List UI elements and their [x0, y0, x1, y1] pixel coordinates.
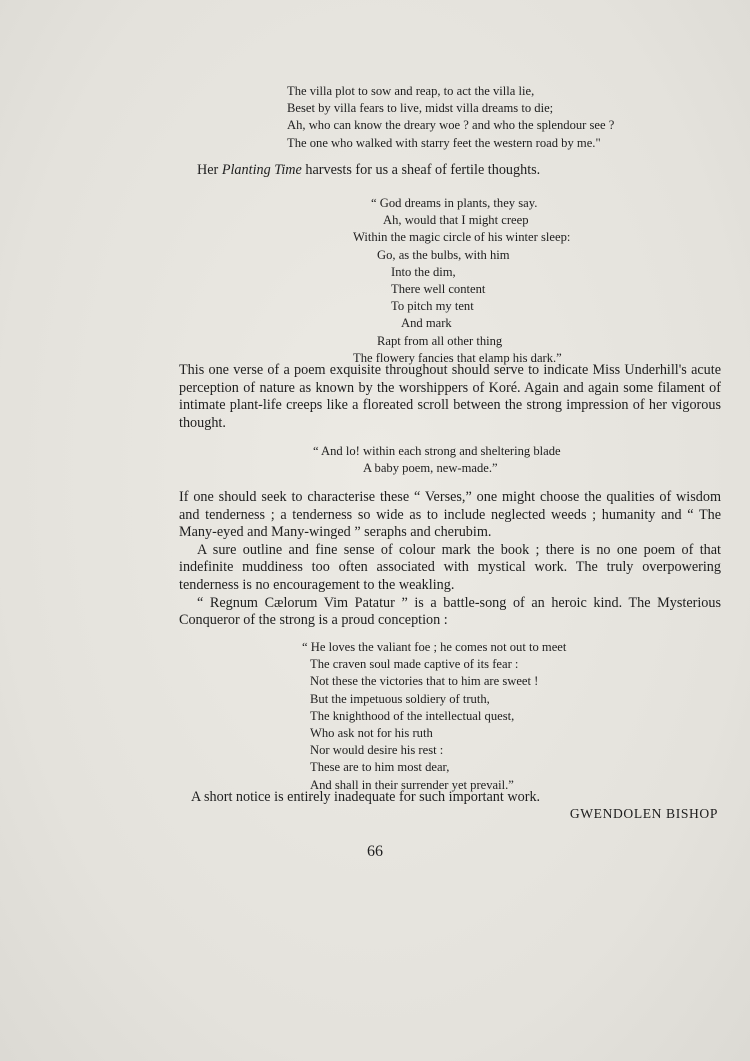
- intro-line: [197, 162, 540, 179]
- verse-line: Ah, who can know the dreary woe ? and who the splendour see ?: [287, 118, 615, 133]
- paragraph-outline: A sure outline and fine sense of colour mark the book ; there is no one poem of that indefinite muddiness too often associated with mystical work. The truly overpowering tenderness is no encouragement to the weakling.: [179, 541, 721, 593]
- verse-quote-valiant: [302, 639, 566, 794]
- intro-after: harvests for us a sheaf of fertile thoughts.: [301, 162, 541, 178]
- verse-quote-blade: [313, 443, 561, 477]
- verse-line: The one who walked with starry feet the western road by me.": [287, 135, 601, 150]
- page-number: 66: [367, 843, 383, 860]
- verse-line: A baby poem, new-made.”: [363, 461, 498, 476]
- paragraph-regnum: “ Regnum Cælorum Vim Patatur ” is a battle-song of an heroic kind. The Mysterious Conqueror of the strong is a proud conception :: [179, 594, 721, 629]
- paragraph-koré: [179, 362, 721, 432]
- author-signature: GWENDOLEN BISHOP: [569, 806, 718, 821]
- verse-line: Beset by villa fears to live, midst villa dreams to die;: [287, 101, 554, 116]
- verse-line: Not these the victories that to him are sweet !: [310, 674, 539, 689]
- verse-line: Into the dim,: [391, 264, 456, 279]
- paragraph-characterise: If one should seek to characterise these “ Verses,” one might choose the qualities of wisdom and tenderness ; a tenderness so wide as to include neglected weeds ; humanity and “ The Many-eyed and Many-winged ” seraphs and cherubim.: [179, 489, 721, 541]
- verse-line: Go, as the bulbs, with him: [377, 247, 510, 262]
- verse-line: But the impetuous soldiery of truth,: [310, 691, 490, 706]
- intro-title: Planting Time: [221, 162, 302, 178]
- paragraph-text: This one verse of a poem exquisite throughout should serve to indicate Miss Underhill's acute perception of nature as known by the worshippers of Koré. Again and again some filament of intimate plant-life creeps like a floreated scroll between the strong impression of her vigorous thought.: [179, 362, 721, 431]
- verse-quote-villa: [287, 83, 614, 152]
- verse-line: The villa plot to sow and reap, to act the villa lie,: [287, 84, 535, 98]
- verse-line: “ He loves the valiant foe ; he comes not out to meet: [302, 640, 567, 654]
- verse-line: And shall in their surrender yet prevail.”: [310, 777, 514, 792]
- verse-line: “ And lo! within each strong and sheltering blade: [313, 444, 561, 458]
- paragraph-block: [179, 489, 721, 630]
- verse-line: There well content: [391, 282, 486, 297]
- verse-quote-plants: [353, 195, 570, 367]
- verse-line: The craven soul made captive of its fear :: [310, 657, 519, 672]
- closing-sentence: A short notice is entirely inadequate for such important work.: [191, 789, 541, 805]
- verse-line: Ah, would that I might creep: [383, 213, 529, 228]
- intro-before: Her: [197, 162, 222, 178]
- verse-line: Within the magic circle of his winter sleep:: [353, 230, 571, 245]
- verse-line: Rapt from all other thing: [377, 333, 503, 348]
- verse-line: And mark: [401, 316, 452, 331]
- verse-line: The flowery fancies that elamp his dark.”: [353, 350, 562, 365]
- verse-line: To pitch my tent: [391, 299, 474, 314]
- verse-line: Who ask not for his ruth: [310, 726, 433, 741]
- verse-line: Nor would desire his rest :: [310, 743, 444, 758]
- verse-line: “ God dreams in plants, they say.: [371, 196, 538, 210]
- verse-line: These are to him most dear,: [310, 760, 450, 775]
- verse-line: The knighthood of the intellectual quest,: [310, 708, 515, 723]
